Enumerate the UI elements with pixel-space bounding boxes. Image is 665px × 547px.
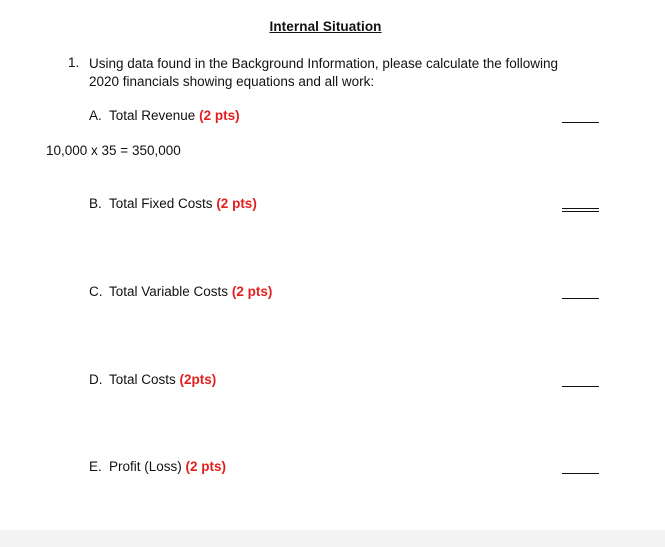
item-letter: D. — [89, 372, 103, 387]
question-number: 1. — [68, 55, 80, 70]
item-total-costs — [89, 372, 216, 387]
points-label: (2 pts) — [216, 196, 257, 211]
item-profit-loss — [89, 459, 226, 474]
points-label: (2 pts) — [231, 284, 273, 299]
item-label: Profit (Loss) — [109, 459, 182, 474]
revenue-calculation: 10,000 x 35 = 350,000 — [46, 143, 181, 158]
item-letter: B. — [89, 196, 102, 211]
item-label: Total Costs — [109, 372, 176, 387]
item-label: Total Revenue — [109, 108, 196, 123]
item-letter: E. — [89, 459, 102, 474]
item-letter: C. — [89, 284, 103, 299]
answer-line-e — [562, 473, 599, 474]
answer-line-b — [562, 208, 599, 212]
item-total-variable-costs — [89, 284, 272, 299]
points-label: (2pts) — [179, 372, 217, 387]
answer-line-a — [562, 122, 599, 123]
points-label: (2 pts) — [199, 108, 240, 123]
points-label: (2 pts) — [185, 459, 227, 474]
answer-line-d — [562, 386, 599, 387]
answer-line-c — [562, 298, 599, 299]
page-bottom-band — [0, 530, 665, 547]
item-total-fixed-costs — [89, 196, 257, 211]
item-letter: A. — [89, 108, 102, 123]
question-text: Using data found in the Background Information, please calculate the following 2020 financials showing equations and all work: — [89, 56, 559, 89]
item-total-revenue — [89, 108, 240, 123]
item-label: Total Variable Costs — [109, 284, 229, 299]
section-heading: Internal Situation — [269, 19, 382, 34]
item-label: Total Fixed Costs — [109, 196, 213, 211]
